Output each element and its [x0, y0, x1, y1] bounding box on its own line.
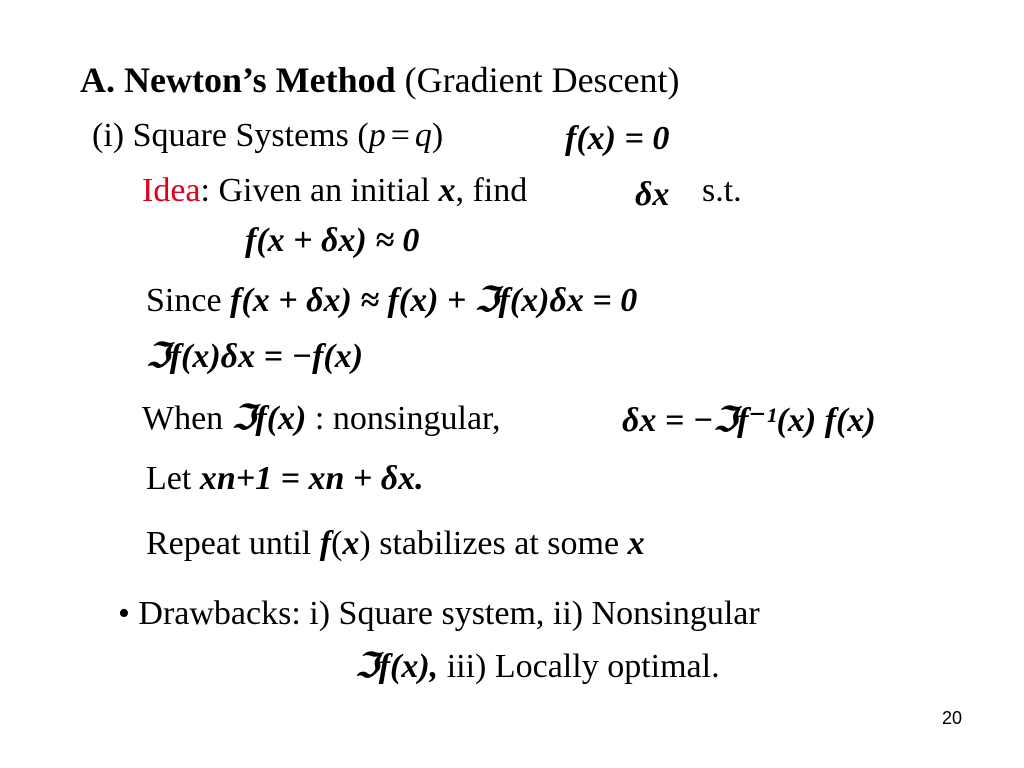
drawbacks-line: • Drawbacks: i) Square system, ii) Nonsingular: [118, 595, 760, 632]
jacobian-equation: ℑf(x)δx = −f(x): [146, 338, 364, 375]
when-word: When: [142, 400, 224, 437]
taylor-formula: f(x + δx) ≈ f(x) + ℑf(x)δx = 0: [230, 282, 638, 319]
since-line: [146, 284, 637, 318]
close-paren: ): [431, 117, 444, 154]
jacobian-term: ℑf(x): [231, 400, 307, 437]
repeat-open: (: [331, 525, 343, 562]
initial-x: x: [438, 172, 456, 209]
repeat-f: f: [319, 525, 332, 562]
drawbacks-line2: [355, 650, 720, 684]
f-equals-zero-formula: f(x) = 0: [565, 120, 670, 157]
approx-zero-formula: f(x + δx) ≈ 0: [245, 222, 420, 259]
p-var: p: [368, 117, 386, 154]
square-systems-label: (i) Square Systems (: [92, 117, 369, 154]
square-systems-line: [92, 119, 443, 153]
newton-step-formula: δx = −ℑf⁻¹(x) f(x): [622, 402, 876, 439]
find-text: , find: [455, 172, 528, 209]
update-formula: xn+1 = xn + δx.: [199, 460, 424, 497]
q-var: q: [414, 117, 432, 154]
nonsingular-text: : nonsingular,: [314, 400, 501, 437]
stabilizes-text: stabilizes at some: [370, 525, 628, 562]
repeat-x2: x: [627, 525, 645, 562]
repeat-close: ): [359, 525, 371, 562]
repeat-x: x: [342, 525, 360, 562]
slide-title: [80, 62, 680, 98]
such-that: s.t.: [702, 172, 742, 209]
repeat-line: [146, 527, 645, 561]
drawbacks-jacobian: ℑf(x),: [355, 648, 439, 685]
equals-sign: =: [390, 117, 410, 154]
let-word: Let: [146, 460, 192, 497]
idea-word: Idea: [142, 172, 201, 209]
title-bold: A. Newton’s Method: [80, 60, 396, 100]
idea-line: [142, 174, 527, 208]
page-number: 20: [941, 708, 962, 728]
repeat-text: Repeat until: [146, 525, 320, 562]
drawbacks-text2: iii) Locally optimal.: [446, 648, 720, 685]
let-line: [146, 462, 424, 496]
idea-text: : Given an initial: [200, 172, 439, 209]
title-rest: (Gradient Descent): [404, 60, 680, 100]
delta-x: δx: [635, 176, 670, 213]
when-line: [142, 402, 501, 436]
since-word: Since: [146, 282, 222, 319]
